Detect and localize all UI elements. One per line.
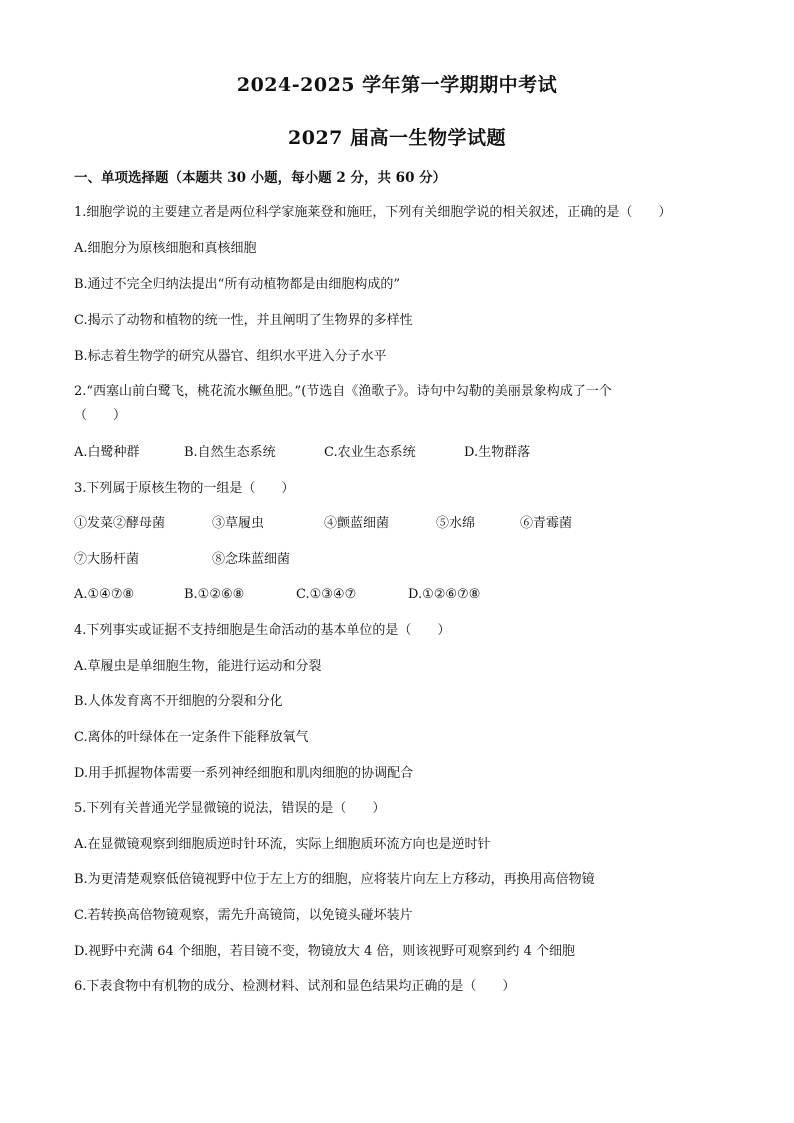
question-2-option-b: B.自然生态系统 — [184, 445, 276, 460]
question-4-option-d: D.用手抓握物体需要一系列神经细胞和肌肉细胞的协调配合 — [74, 766, 414, 781]
question-5-stem: 5.下列有关普通光学显微镜的说法，错误的是（ ） — [74, 801, 386, 816]
question-1-option-a: A.细胞分为原核细胞和真核细胞 — [74, 241, 257, 256]
question-3-item: ③草履虫 — [212, 516, 265, 531]
question-3-item: ⑥青霉菌 — [520, 516, 573, 531]
question-3-option-a: A.①④⑦⑧ — [74, 587, 135, 602]
question-2-option-c: C.农业生态系统 — [324, 445, 416, 460]
question-3-item: ⑧念珠蓝细菌 — [212, 552, 291, 567]
exam-title: 2024-2025 学年第一学期期中考试 — [236, 74, 558, 96]
question-5-option-c: C.若转换高倍物镜观察，需先升高镜筒，以免镜头碰坏装片 — [74, 908, 413, 923]
question-4-option-a: A.草履虫是单细胞生物，能进行运动和分裂 — [74, 659, 322, 674]
question-2-option-d: D.生物群落 — [464, 445, 531, 460]
question-3-option-c: C.①③④⑦ — [296, 587, 357, 602]
question-6-stem: 6.下表食物中有机物的成分、检测材料、试剂和显色结果均正确的是（ ） — [74, 979, 516, 994]
question-3-item: ④颤蓝细菌 — [324, 516, 390, 531]
section-heading: 一、单项选择题（本题共 30 小题，每小题 2 分，共 60 分） — [74, 170, 447, 186]
question-2-stem: 2.“西塞山前白鹭飞，桃花流水鳜鱼肥。”(节选自《渔歌子》。诗句中勾勒的美丽景象构成了一个 — [74, 384, 612, 399]
question-3-option-b: B.①②⑥⑧ — [184, 587, 245, 602]
question-3-item: ①发菜②酵母菌 — [74, 516, 166, 531]
question-2-stem-blank: （ ） — [74, 408, 127, 423]
question-1-option-b: B.通过不完全归纳法提出“所有动植物都是由细胞构成的” — [74, 277, 400, 292]
question-3-item: ⑦大肠杆菌 — [74, 552, 140, 567]
question-1-stem: 1.细胞学说的主要建立者是两位科学家施莱登和施旺，下列有关细胞学说的相关叙述，正确的是（ ） — [74, 205, 672, 220]
question-3-option-d: D.①②⑥⑦⑧ — [408, 587, 481, 602]
question-1-option-c: C.揭示了动物和植物的统一性，并且阐明了生物界的多样性 — [74, 313, 413, 328]
exam-subtitle: 2027 届高一生物学试题 — [288, 127, 506, 149]
question-5-option-b: B.为更清楚观察低倍镜视野中位于左上方的细胞，应将装片向左上方移动，再换用高倍物镜 — [74, 872, 595, 887]
question-4-option-c: C.离体的叶绿体在一定条件下能释放氧气 — [74, 730, 309, 745]
question-5-option-a: A.在显微镜观察到细胞质逆时针环流，实际上细胞质环流方向也是逆时针 — [74, 837, 491, 852]
question-4-stem: 4.下列事实或证据不支持细胞是生命活动的基本单位的是（ ） — [74, 623, 451, 638]
question-1-option-d: B.标志着生物学的研究从器官、组织水平进入分子水平 — [74, 349, 387, 364]
question-3-item: ⑤水绵 — [436, 516, 476, 531]
question-5-option-d: D.视野中充满 64 个细胞，若目镜不变，物镜放大 4 倍，则该视野可观察到约 4 个细胞 — [74, 944, 575, 959]
question-2-option-a: A.白鹭种群 — [74, 445, 140, 460]
question-4-option-b: B.人体发育离不开细胞的分裂和分化 — [74, 694, 283, 709]
question-3-stem: 3.下列属于原核生物的一组是（ ） — [74, 481, 295, 496]
